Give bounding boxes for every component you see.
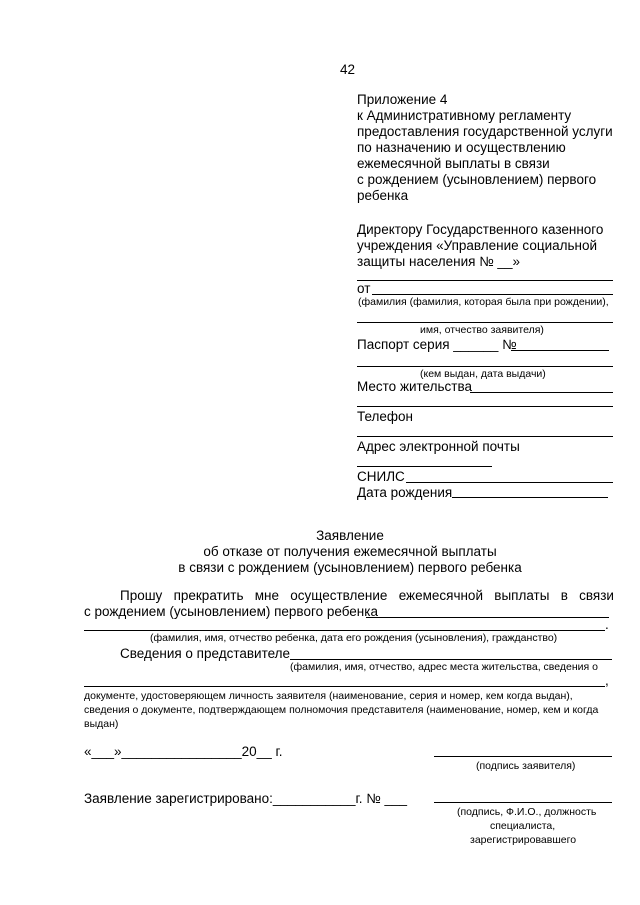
representative-field-2[interactable] [84,686,605,687]
representative-field[interactable] [290,659,612,660]
applicant-sign-hint: (подпись заявителя) [476,760,576,772]
page-number: 42 [340,62,356,77]
email-label: Адрес электронной почты [357,439,520,454]
name-hint-2: имя, отчество заявителя) [420,324,544,336]
word: связи [579,588,614,603]
passport-issued-field[interactable] [357,366,613,367]
appendix-line: предоставления государственной услуги [357,124,613,139]
from-field[interactable] [372,294,613,295]
child-field-2[interactable] [84,630,605,631]
snils-field[interactable] [406,482,613,483]
name-field[interactable] [357,322,613,323]
child-hint: (фамилия, имя, отчество ребенка, дата его рождения (усыновления), гражданство) [150,632,558,644]
specialist-hint-1: (подпись, Ф.И.О., должность [457,806,597,818]
residence-field-2[interactable] [357,406,613,407]
doc-subtitle-1: об отказе от получения ежемесячной выплаты [203,544,497,559]
phone-label: Телефон [357,409,414,424]
rep-hint: (фамилия, имя, отчество, адрес места жительства, сведения о [290,661,598,673]
word: осуществление [290,588,388,603]
appendix-line: Приложение 4 [357,92,448,107]
applicant-signature-field[interactable] [434,756,612,757]
registered-line[interactable]: Заявление зарегистрировано:___________г. № ___ [84,791,408,806]
word: прекратить [173,588,244,603]
rep-comma: , [605,673,609,688]
phone-field[interactable] [357,436,613,437]
email-field[interactable] [357,466,492,467]
word: в [560,588,568,603]
from-label: от [357,281,371,296]
rep-text-3: выдан) [84,718,119,730]
word: Прошу [120,588,163,603]
appendix-line: ребенка [357,188,409,203]
residence-field[interactable] [470,392,613,393]
blank-line [357,280,613,281]
appendix-line: ежемесячной выплаты в связи [357,156,550,171]
representative-label: Сведения о представителе [120,646,291,661]
appendix-line: по назначению и осуществлению [357,140,566,155]
word: выплаты [494,588,550,603]
addressee-line: защиты населения № __» [357,254,520,269]
birth-field[interactable] [452,497,608,498]
name-hint-1: (фамилия (фамилия, которая была при рождении), [358,296,609,308]
doc-subtitle-2: в связи с рождением (усыновлением) первого ребенка [178,560,522,575]
specialist-hint-3: зарегистрировавшего [470,834,577,846]
word: мне [254,588,279,603]
word: ежемесячной [398,588,483,603]
request-line-1 [120,588,614,604]
end-dot: . [605,617,609,632]
residence-label: Место жительства [357,379,472,394]
rep-text-1: документе, удостоверяющем личность заявителя (наименование, серия и номер, кем когда выдан), [84,690,573,702]
issued-hint: (кем выдан, дата выдачи) [420,368,546,380]
specialist-signature-field[interactable] [434,802,612,803]
date-line[interactable]: «___»________________20__ г. [84,744,283,759]
snils-label: СНИЛС [357,469,405,484]
rep-text-2: сведения о документе, подтверждающем полномочия представителя (наименование, номер, кем и когда [84,704,599,716]
passport-label: Паспорт серия ______ № [357,337,517,352]
addressee-line: учреждения «Управление социальной [357,238,598,253]
appendix-line: с рождением (усыновлением) первого [357,172,597,187]
addressee-block [357,222,603,270]
appendix-header [357,92,613,204]
appendix-line: к Административному регламенту [357,108,572,123]
specialist-hint-2: специалиста, [490,820,556,832]
addressee-line: Директору Государственного казенного [357,222,604,237]
passport-number-field[interactable] [511,350,609,351]
birth-label: Дата рождения [357,485,453,500]
child-field[interactable] [366,617,609,618]
request-line-2: с рождением (усыновлением) первого ребенка [84,604,378,619]
doc-title: Заявление [316,528,384,543]
